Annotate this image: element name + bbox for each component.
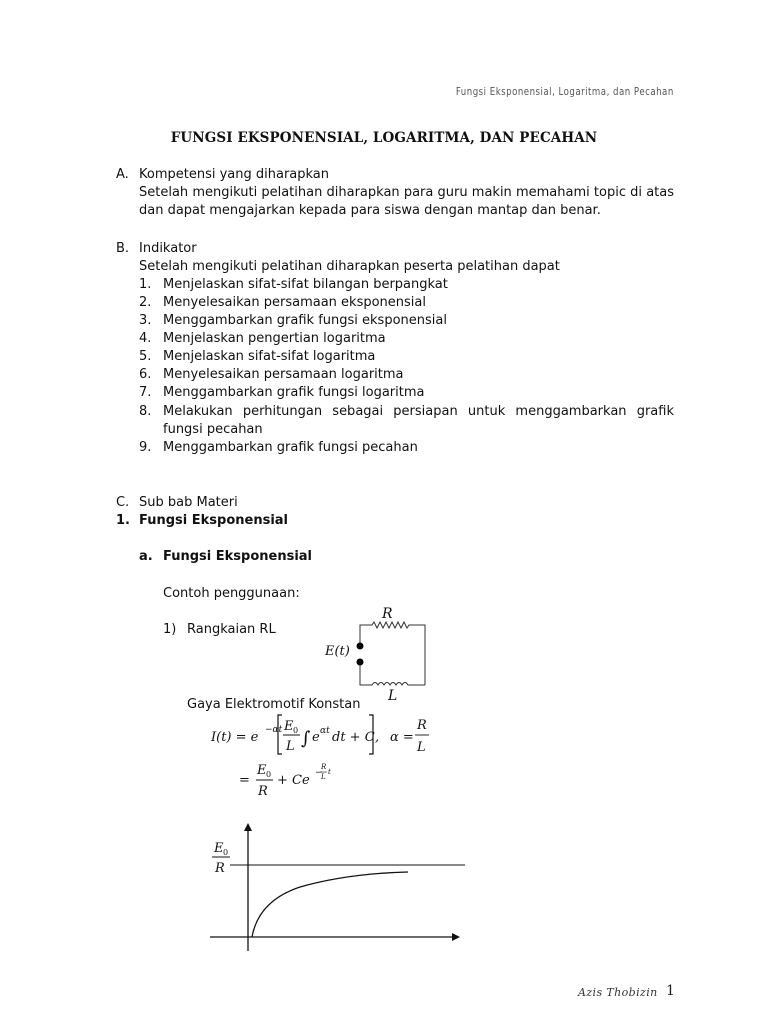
example-number: 1) bbox=[163, 622, 177, 637]
exponential-curve bbox=[252, 872, 408, 937]
solution-numerator: E bbox=[257, 763, 267, 778]
asymptote-label-denominator: R bbox=[215, 861, 225, 876]
integral-sign: ∫ bbox=[301, 728, 311, 749]
list-item: Menyelesaikan persamaan logaritma bbox=[163, 367, 404, 382]
list-item-number: 3. bbox=[139, 313, 152, 328]
fraction-denominator: L bbox=[286, 739, 295, 754]
list-item-number: 5. bbox=[139, 349, 152, 364]
solution-numerator-subscript: 0 bbox=[266, 770, 272, 779]
alpha-definition: α = bbox=[390, 730, 414, 745]
formula-lhs: I(t) = e bbox=[211, 730, 259, 745]
section-b-letter: B. bbox=[116, 241, 130, 256]
list-item-continuation: fungsi pecahan bbox=[163, 422, 263, 437]
alpha-numerator: R bbox=[417, 718, 427, 733]
fraction-numerator-subscript: 0 bbox=[293, 726, 299, 735]
section-b-intro: Setelah mengikuti pelatihan diharapkan peserta pelatihan dapat bbox=[139, 259, 560, 274]
solution-exp-minus: − bbox=[315, 768, 323, 778]
section-c-heading: Sub bab Materi bbox=[139, 495, 238, 510]
subsubsection-title: Fungsi Eksponensial bbox=[163, 549, 313, 564]
list-item-number: 4. bbox=[139, 331, 152, 346]
inductor-symbol bbox=[360, 674, 425, 685]
formula-comma: , bbox=[375, 730, 380, 745]
list-item: Menggambarkan grafik fungsi eksponensial bbox=[163, 313, 447, 328]
running-header: Fungsi Eksponensial, Logaritma, dan Pecahan bbox=[456, 86, 674, 98]
section-a-letter: A. bbox=[116, 167, 129, 182]
footer-author: Azis Thobizin bbox=[578, 986, 658, 999]
source-terminal-bottom bbox=[357, 659, 364, 666]
section-b-heading: Indikator bbox=[139, 241, 197, 256]
asymptote-label-numerator: E bbox=[214, 841, 224, 856]
list-item-number: 2. bbox=[139, 295, 152, 310]
section-a-heading: Kompetensi yang diharapkan bbox=[139, 167, 330, 182]
list-item: Melakukan perhitungan sebagai persiapan untuk menggambarkan grafik bbox=[163, 404, 674, 419]
list-item-number: 7. bbox=[139, 385, 152, 400]
source-label: E(t) bbox=[325, 644, 350, 659]
page-number: 1 bbox=[666, 983, 675, 999]
list-item: Menjelaskan sifat-sifat logaritma bbox=[163, 349, 376, 364]
list-item-number: 1. bbox=[139, 277, 152, 292]
list-item: Menjelaskan sifat-sifat bilangan berpangkat bbox=[163, 277, 448, 292]
exponential-graph bbox=[200, 815, 475, 960]
emf-label: Gaya Elektromotif Konstan bbox=[187, 697, 361, 712]
list-item: Menjelaskan pengertian logaritma bbox=[163, 331, 386, 346]
subsection-number: 1. bbox=[116, 513, 130, 528]
resistor-symbol bbox=[360, 622, 425, 630]
solution-exp-numerator: R bbox=[321, 763, 327, 771]
solution-term: + Ce bbox=[277, 773, 310, 788]
solution-denominator: R bbox=[258, 784, 268, 799]
fraction-numerator: E bbox=[284, 719, 294, 734]
alpha-denominator: L bbox=[417, 740, 426, 755]
list-item-number: 9. bbox=[139, 440, 152, 455]
integrand-base: e bbox=[312, 730, 320, 745]
page-title: FUNGSI EKSPONENSIAL, LOGARITMA, DAN PECAHAN bbox=[170, 130, 598, 146]
section-c-letter: C. bbox=[116, 495, 130, 510]
solution-formula bbox=[235, 758, 355, 803]
subsubsection-letter: a. bbox=[139, 549, 153, 564]
list-item-number: 8. bbox=[139, 404, 152, 419]
section-a-paragraph: Setelah mengikuti pelatihan diharapkan para guru makin memahami topic di atas dan dapat mengajarkan kepada para siswa dengan mantap dan benar. bbox=[139, 185, 674, 218]
list-item: Menggambarkan grafik fungsi logaritma bbox=[163, 385, 425, 400]
solution-exp-denominator: L bbox=[321, 773, 326, 781]
resistor-label: R bbox=[382, 606, 393, 622]
formula-exponent: −αt bbox=[265, 725, 283, 735]
inductor-label: L bbox=[388, 688, 398, 704]
source-terminal-top bbox=[357, 643, 364, 650]
integrand-rest: dt + C bbox=[332, 730, 375, 745]
list-item-number: 6. bbox=[139, 367, 152, 382]
example-label: Contoh penggunaan: bbox=[163, 586, 300, 601]
current-formula bbox=[205, 710, 445, 760]
list-item: Menggambarkan grafik fungsi pecahan bbox=[163, 440, 418, 455]
solution-exp-variable: t bbox=[328, 768, 331, 776]
solution-equals: = bbox=[239, 773, 250, 788]
rl-circuit-diagram bbox=[320, 600, 440, 704]
list-item: Menyelesaikan persamaan eksponensial bbox=[163, 295, 426, 310]
asymptote-label-subscript: 0 bbox=[223, 848, 229, 857]
integrand-exponent: αt bbox=[320, 726, 330, 736]
subsection-title: Fungsi Eksponensial bbox=[139, 513, 289, 528]
example-title: Rangkaian RL bbox=[187, 622, 276, 637]
